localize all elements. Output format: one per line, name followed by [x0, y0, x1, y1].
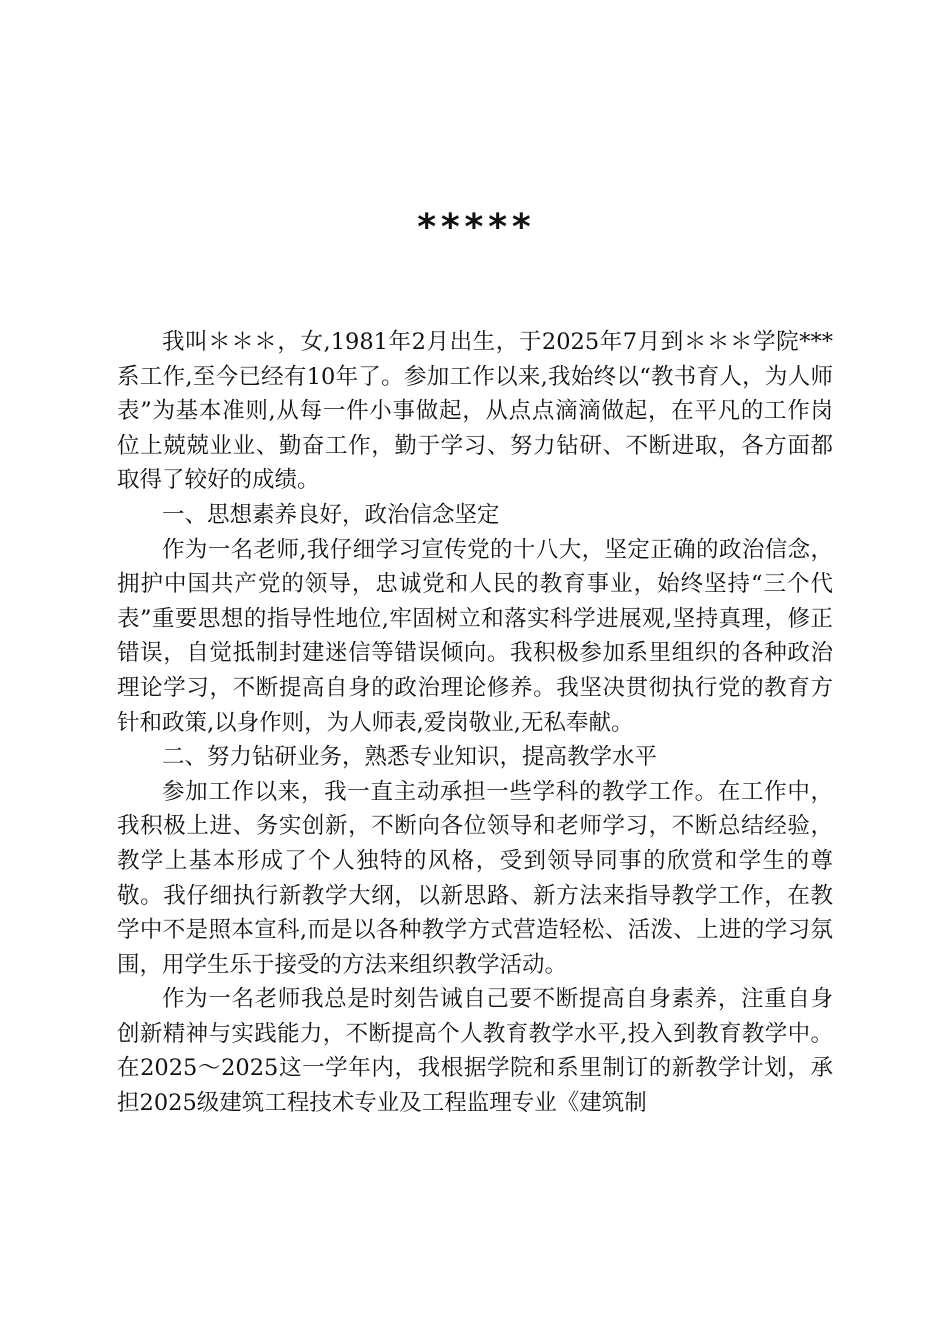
intro-paragraph: 我叫＊＊＊，女,1981年2月出生，于2025年7月到＊＊＊学院***系工作,至今已经有10年了。参加工作以来,我始终以“教书育人，为人师表”为基本准则,从每一件小事做起，从点点滴滴做起，在平凡的工作岗位上兢兢业业、勤奋工作，勤于学习、努力钻研、不断进取，各方面都取得了较好的成绩。: [117, 329, 833, 494]
document-title: *****: [415, 207, 535, 248]
document-body: [117, 325, 833, 1121]
section-2-paragraph-2: 作为一名老师我总是时刻告诫自己要不断提高自身素养，注重自身创新精神与实践能力，不断提高个人教育教学水平,投入到教育教学中。在2025～2025这一学年内，我根据学院和系里制订的新教学计划，承担2025级建筑工程技术专业及工程监理专业《建筑制: [117, 986, 833, 1117]
section-heading-1: 一、思想素养良好，政治信念坚定: [162, 501, 500, 528]
section-2-paragraph-1: 参加工作以来，我一直主动承担一些学科的教学工作。在工作中，我积极上进、务实创新，不断向各位领导和老师学习，不断总结经验，教学上基本形成了个人独特的风格，受到领导同事的欣赏和学生的尊敬。我仔细执行新教学大纲，以新思路、新方法来指导教学工作，在教学中不是照本宣科,而是以各种教学方式营造轻松、活泼、上进的学习氛围，用学生乐于接受的方法来组织教学活动。: [117, 778, 833, 978]
section-heading-2: 二、努力钻研业务，熟悉专业知识，提高教学水平: [162, 744, 658, 771]
section-1-paragraph: 作为一名老师,我仔细学习宣传党的十八大，坚定正确的政治信念，拥护中国共产党的领导，忠诚党和人民的教育事业，始终坚持“三个代表”重要思想的指导性地位,牢固树立和落实科学进展观,坚持真理，修正错误，自觉抵制封建迷信等错误倾向。我积极参加系里组织的各种政治理论学习，不断提高自身的政治理论修养。我坚决贯彻执行党的教育方针和政策,以身作则，为人师表,爱岗敬业,无私奉献。: [117, 536, 833, 736]
